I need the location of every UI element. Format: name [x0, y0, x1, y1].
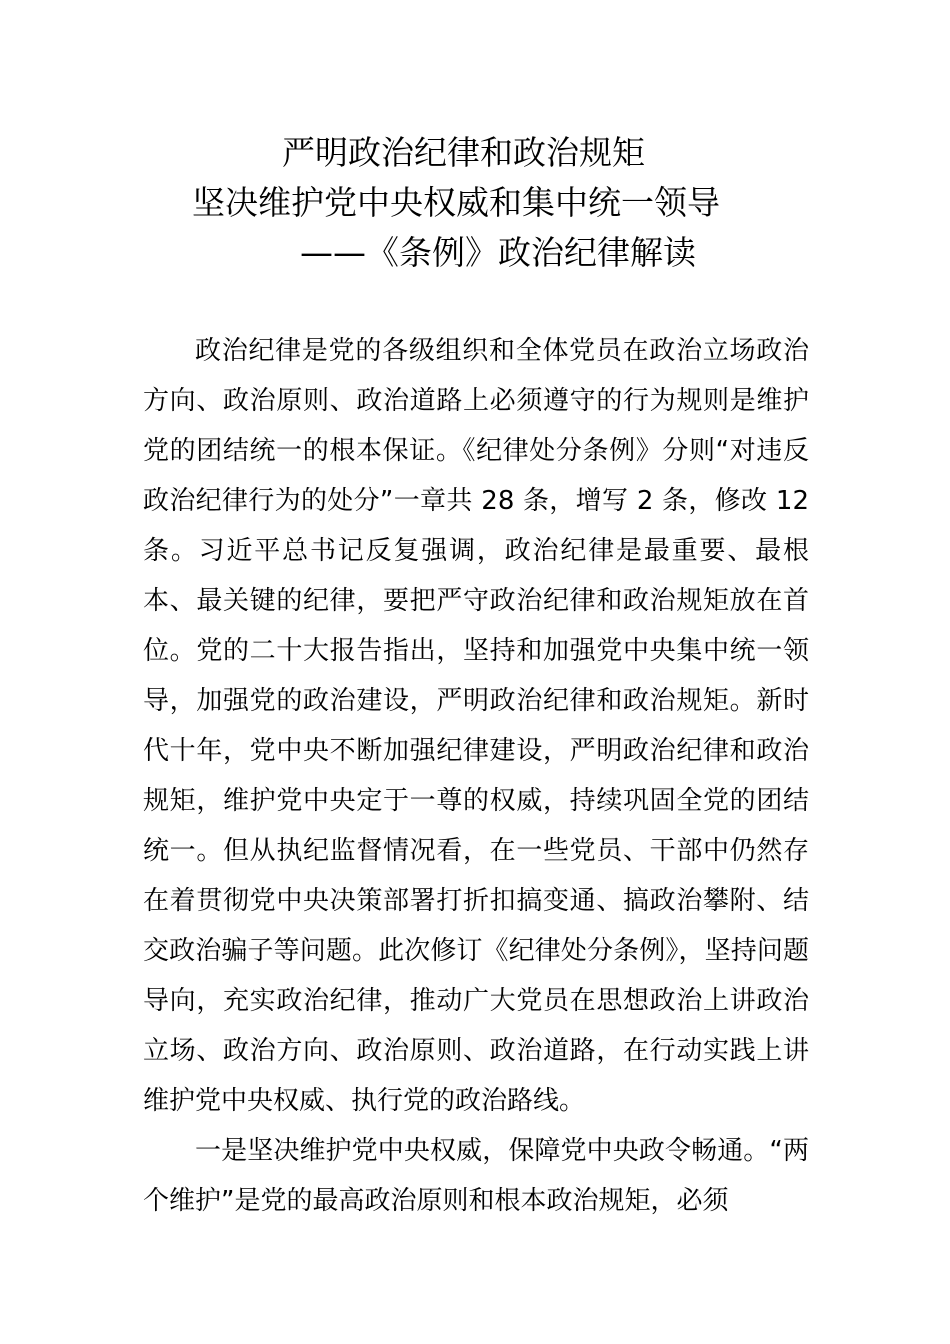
title-line-1: 严明政治纪律和政治规矩: [282, 133, 645, 172]
paragraph-intro: 政治纪律是党的各级组织和全体党员在政治立场政治方向、政治原则、政治道路上必须遵守的行为规则是维护党的团结统一的根本保证。《纪律处分条例》分则“对违反政治纪律行为的处分”一章共 28 条，增写 2 条，修改 12 条。习近平总书记反复强调，政治纪律是最重要、最根本、最关键的纪律，要把严守政治纪律和政治规矩放在首位。党的二十大报告指出，坚持和加强党中央集中统一领导，加强党的政治建设，严明政治纪律和政治规矩。新时代十年，党中央不断加强纪律建设，严明政治纪律和政治规矩，维护党中央定于一尊的权威，持续巩固全党的团结统一。但从执纪监督情况看，在一些党员、干部中仍然存在着贯彻党中央决策部署打折扣搞变通、搞政治攀附、结交政治骗子等问题。此次修订《纪律处分条例》，坚持问题导向，充实政治纪律，推动广大党员在思想政治上讲政治立场、政治方向、政治原则、政治道路，在行动实践上讲维护党中央权威、执行党的政治路线。: [143, 336, 809, 1116]
document-title: [0, 128, 950, 278]
title-line-2: 坚决维护党中央权威和集中统一领导: [192, 183, 720, 222]
title-line-3: ——《条例》政治纪律解读: [300, 233, 696, 272]
document-body: [143, 326, 809, 1226]
paragraph-point-one: 一是坚决维护党中央权威，保障党中央政令畅通。“两个维护”是党的最高政治原则和根本政治规矩，必须: [143, 1136, 809, 1216]
